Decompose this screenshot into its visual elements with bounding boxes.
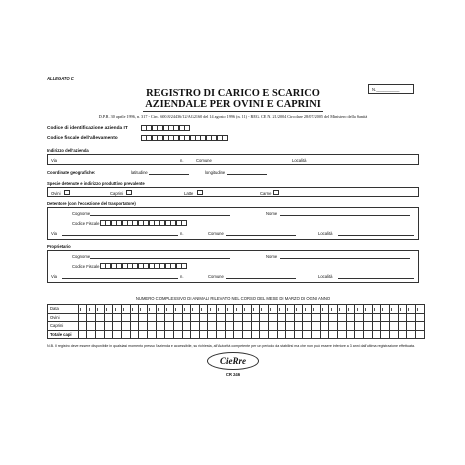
row-label-data: Data bbox=[48, 305, 79, 314]
proprietario-n-label: n. bbox=[180, 274, 184, 279]
table-caption: NUMERO COMPLESSIVO DI ANIMALI RILEVATO NEL CORSO DEL MESE DI MARZO DI OGNI ANNO bbox=[135, 296, 331, 301]
row-label-ovini: Ovini bbox=[48, 313, 79, 322]
proprietario-cf-label: Codice Fiscale bbox=[72, 264, 100, 269]
subtitle: D.P.R. 30 aprile 1996, n. 317 - Circ. 600.8/24436/12/AG2160 del 14 agosto 1996 (n. 11) - REG. CE N. 21/2004 Circolare 28/07/2005 del Ministero della Sanità bbox=[98, 114, 368, 119]
detentore-cognome-field[interactable] bbox=[90, 215, 230, 216]
latte-label: Latte bbox=[184, 190, 194, 196]
codice-azienda-cells[interactable] bbox=[141, 125, 190, 131]
comune-label: Comune bbox=[196, 158, 212, 163]
ovini-label: Ovini bbox=[51, 190, 61, 196]
proprietario-localita-field[interactable] bbox=[338, 278, 414, 279]
proprietario-comune-label: Comune bbox=[208, 274, 224, 279]
register-form bbox=[41, 60, 425, 396]
proprietario-cognome-label: Cognome bbox=[72, 254, 91, 259]
detentore-n-label: n. bbox=[180, 231, 184, 236]
detentore-cf-label: Codice Fiscale bbox=[72, 221, 100, 226]
codice-azienda-label: Codice di identificazione azienda IT bbox=[47, 126, 128, 131]
detentore-localita-label: Località bbox=[318, 231, 333, 236]
proprietario-via-label: Via bbox=[51, 274, 57, 279]
footer-note: N.B. Il registro deve essere disponibile in qualsiasi momento presso l'azienda e accessibile, su richiesta, all'Autorità competente per un periodo da stabilirsi ma che non può essere inferiore a 3 anni dall'ultima registrazione effettuata. bbox=[47, 344, 415, 348]
latitudine-label: latitudine bbox=[131, 170, 148, 175]
detentore-comune-field[interactable] bbox=[226, 235, 296, 236]
brand-logo bbox=[207, 352, 259, 370]
title-line-2: AZIENDALE PER OVINI E CAPRINI bbox=[145, 99, 321, 110]
row-label-caprini: Caprini bbox=[48, 322, 79, 331]
detentore-frame bbox=[47, 207, 419, 240]
caprini-checkbox[interactable] bbox=[126, 190, 132, 195]
codice-allevamento-cells[interactable] bbox=[141, 135, 228, 141]
proprietario-nome-label: Nome bbox=[266, 254, 278, 259]
form-code: CR 246 bbox=[225, 372, 241, 377]
via-label: Via bbox=[51, 158, 57, 163]
number-label: N.__________ bbox=[372, 87, 400, 92]
codice-allevamento-label: Codice fiscale dell'allevamento bbox=[47, 136, 118, 141]
census-table bbox=[47, 304, 425, 339]
allegato-label: ALLEGATO C bbox=[47, 76, 74, 81]
detentore-via-field[interactable] bbox=[62, 235, 178, 236]
proprietario-cf-cells[interactable] bbox=[100, 263, 187, 269]
proprietario-localita-label: Località bbox=[318, 274, 333, 279]
proprietario-via-field[interactable] bbox=[62, 278, 178, 279]
caprini-label: Caprini bbox=[110, 190, 124, 196]
longitudine-field[interactable] bbox=[227, 174, 267, 175]
specie-frame bbox=[47, 187, 419, 197]
brand-logo-text: CieRre bbox=[220, 356, 246, 366]
ovini-checkbox[interactable] bbox=[64, 190, 70, 195]
carne-label: Carne bbox=[260, 190, 272, 196]
title-line-1: REGISTRO DI CARICO E SCARICO bbox=[146, 88, 320, 99]
detentore-localita-field[interactable] bbox=[338, 235, 414, 236]
indirizzo-title: Indirizzo dell'azienda bbox=[47, 148, 89, 153]
detentore-nome-field[interactable] bbox=[280, 215, 410, 216]
numero-label: n. bbox=[180, 158, 184, 163]
table-row bbox=[48, 330, 425, 339]
localita-label: Località bbox=[292, 158, 307, 163]
detentore-comune-label: Comune bbox=[208, 231, 224, 236]
longitudine-label: longitudine bbox=[205, 170, 226, 175]
table-row bbox=[48, 322, 425, 331]
proprietario-title: Proprietario bbox=[47, 244, 71, 249]
carne-checkbox[interactable] bbox=[273, 190, 279, 195]
indirizzo-frame bbox=[47, 154, 419, 165]
table-row bbox=[48, 313, 425, 322]
coordinate-label: Coordinate geografiche: bbox=[47, 170, 96, 175]
table-row bbox=[48, 305, 425, 314]
detentore-nome-label: Nome bbox=[266, 211, 278, 216]
detentore-title: Detentore (con l'eccezione del trasportatore) bbox=[47, 201, 136, 206]
detentore-cf-cells[interactable] bbox=[100, 220, 187, 226]
specie-title: Specie detenute e indirizzo produttivo prevalente bbox=[47, 181, 145, 186]
detentore-via-label: Via bbox=[51, 231, 57, 236]
title-underline bbox=[143, 111, 323, 112]
proprietario-cognome-field[interactable] bbox=[90, 258, 230, 259]
latte-checkbox[interactable] bbox=[197, 190, 203, 195]
detentore-cognome-label: Cognome bbox=[72, 211, 91, 216]
proprietario-frame bbox=[47, 250, 419, 283]
row-label-totale: Totale capi bbox=[48, 330, 79, 339]
proprietario-comune-field[interactable] bbox=[226, 278, 296, 279]
proprietario-nome-field[interactable] bbox=[280, 258, 410, 259]
latitudine-field[interactable] bbox=[149, 174, 189, 175]
